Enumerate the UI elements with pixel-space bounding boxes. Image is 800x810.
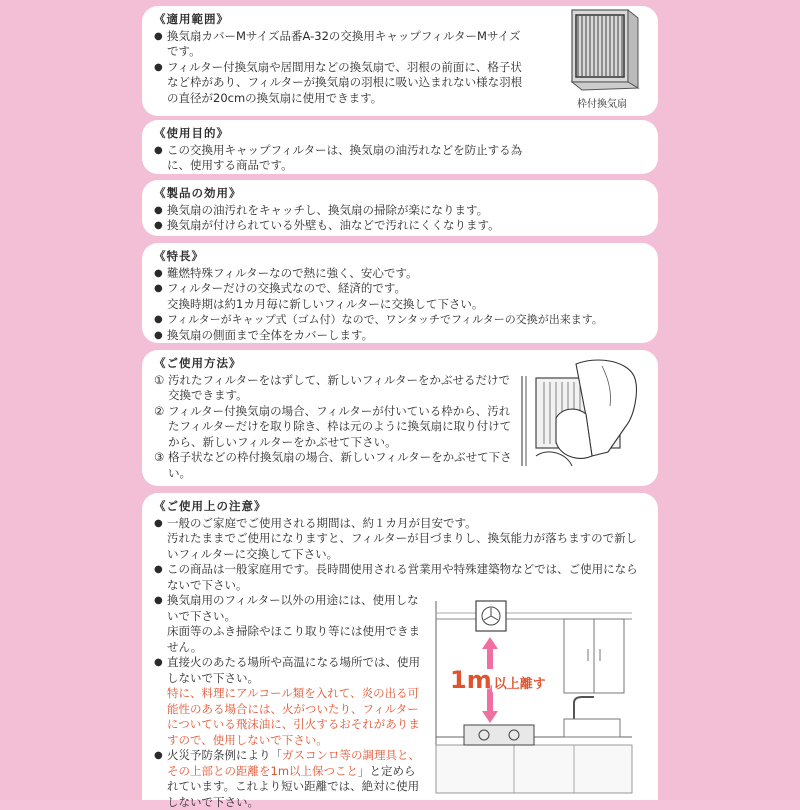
list-item: ● 一般のご家庭でご使用される期間は、約１カ月が目安です。 xyxy=(154,516,644,532)
list-item: ● 換気扇カバーMサイズ品番A-32の交換用キャップフィルターMサイズです。 xyxy=(154,29,532,60)
list-item: ● フィルター付換気扇や居間用などの換気扇で、羽根の前面に、格子状など枠があり、フィルターが換気扇の羽根に吸い込まれない様な羽根の直径が20cmの換気扇に使用できます。 xyxy=(154,60,532,107)
kitchen-distance-illustration xyxy=(424,599,646,795)
list-item: ● この交換用キャップフィルターは、換気扇の油汚れなどを防止する為に、使用する商品です。 xyxy=(154,143,524,174)
framed-fan-illustration xyxy=(562,8,642,92)
list-item: ● この商品は一般家庭用です。長時間使用される営業用や特殊建築物などでは、ご使用にならないで下さい。 xyxy=(154,562,644,593)
list-note: 床面等のふき掃除やほこり取り等には使用できません。 xyxy=(167,624,420,654)
section-effect xyxy=(142,180,658,236)
section-usage xyxy=(142,350,658,486)
section-heading: 《特長》 xyxy=(154,249,204,263)
list-item: ● フィルターがキャップ式（ゴム付）なので、ワンタッチでフィルターの交換が出来ます。 xyxy=(154,312,644,328)
list-item: ● 換気扇の油汚れをキャッチし、換気扇の掃除が楽になります。 xyxy=(154,203,644,219)
list-item: ● 換気扇の側面まで全体をカバーします。 xyxy=(154,328,644,344)
section-heading: 《ご使用上の注意》 xyxy=(154,499,267,513)
section-heading: 《ご使用方法》 xyxy=(154,356,242,370)
list-item: ● フィルターだけの交換式なので、経済的です。 xyxy=(154,281,644,297)
list-item: ● 換気扇用のフィルター以外の用途には、使用しないで下さい。 xyxy=(154,593,426,624)
list-item: ● 火災予防条例により「ガスコンロ等の調理具と、その上部との距離を1m以上保つこと」と定められています。これより短い距離では、絶対に使用しないで下さい。 xyxy=(154,748,426,810)
list-item: ● 換気扇が付けられている外壁も、油などで汚れにくくなります。 xyxy=(154,218,644,234)
list-note: 交換時期は約1カ月毎に新しいフィルターに交換して下さい。 xyxy=(167,296,484,311)
image-caption: 枠付換気扇 xyxy=(577,99,627,110)
filter-replacement-illustration xyxy=(516,356,646,476)
section-heading: 《製品の効用》 xyxy=(154,186,242,200)
section-heading: 《適用範囲》 xyxy=(154,12,229,26)
list-item: ● 直接火のあたる場所や高温になる場所では、使用しないで下さい。 xyxy=(154,655,426,686)
list-note: 汚れたままでご使用になりますと、フィルターが目づまりし、換気能力が落ちますので新しいフィルターに交換して下さい。 xyxy=(167,531,638,561)
step-1: ① 汚れたフィルターをはずして、新しいフィルターをかぶせるだけで交換できます。 xyxy=(154,372,511,402)
step-2: ② フィルター付換気扇の場合、フィルターが付いている枠から、汚れたフィルターだけを取り除き、枠は元のように換気扇に取り付けてから、新しいフィルターをかぶせて下さい。 xyxy=(154,403,512,449)
step-3: ③ 格子状などの枠付換気扇の場合、新しいフィルターをかぶせて下さい。 xyxy=(154,450,512,480)
section-heading: 《使用目的》 xyxy=(154,126,229,140)
section-scope xyxy=(142,6,658,116)
list-item: ● 難燃特殊フィルターなので熱に強く、安心です。 xyxy=(154,266,644,282)
section-purpose xyxy=(142,120,658,174)
distance-label: 1m 以上離す xyxy=(450,666,546,694)
section-features xyxy=(142,243,658,343)
warning-text: 特に、料理にアルコール類を入れて、炎の出る可能性のある場合には、火がついたり、フィルターについている飛沫油に、引火するおそれがありますので、使用しないで下さい。 xyxy=(167,686,420,747)
section-cautions xyxy=(142,493,658,809)
